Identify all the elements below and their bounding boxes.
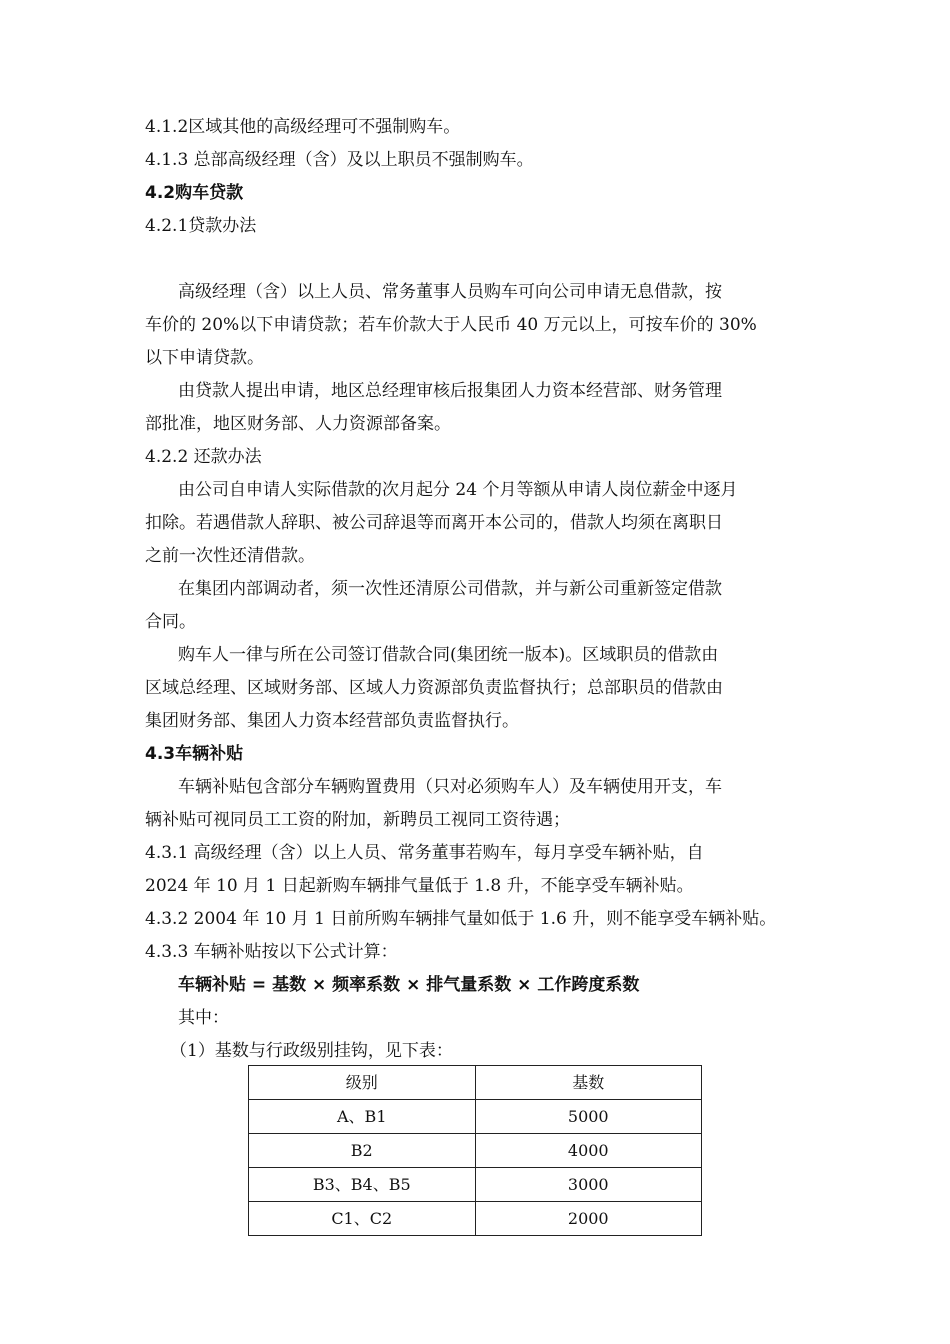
section-4-2-heading: 4.2购车贷款 bbox=[145, 183, 244, 203]
grade-cell: B3、B4、B5 bbox=[249, 1168, 476, 1202]
clause-4-2-1-heading: 4.2.1贷款办法 bbox=[145, 216, 257, 236]
paragraph-approval-line-2: 部批准，地区财务部、人力资源部备案。 bbox=[145, 414, 451, 434]
where-label: 其中： bbox=[178, 1008, 229, 1028]
paragraph-repay-line-3: 之前一次性还清借款。 bbox=[145, 546, 315, 566]
paragraph-transfer-line-2: 合同。 bbox=[145, 612, 196, 632]
paragraph-contract-line-1: 购车人一律与所在公司签订借款合同(集团统一版本)。区域职员的借款由 bbox=[178, 645, 719, 665]
paragraph-loan-line-3: 以下申请贷款。 bbox=[145, 348, 264, 368]
base-cell: 2000 bbox=[475, 1202, 702, 1236]
paragraph-contract-line-3: 集团财务部、集团人力资本经营部负责监督执行。 bbox=[145, 711, 519, 731]
clause-4-1-3: 4.1.3 总部高级经理（含）及以上职员不强制购车。 bbox=[145, 150, 534, 170]
base-table-caption: （1）基数与行政级别挂钩，见下表： bbox=[170, 1041, 453, 1061]
clause-4-2-2-heading: 4.2.2 还款办法 bbox=[145, 447, 262, 467]
table-row bbox=[249, 1168, 702, 1202]
clause-4-3-1-line-1: 4.3.1 高级经理（含）以上人员、常务董事若购车，每月享受车辆补贴，自 bbox=[145, 843, 704, 863]
paragraph-loan-line-2: 车价的 20%以下申请贷款；若车价款大于人民币 40 万元以上，可按车价的 30% bbox=[145, 315, 757, 335]
subsidy-formula: 车辆补贴 = 基数 × 频率系数 × 排气量系数 × 工作跨度系数 bbox=[178, 975, 640, 995]
grade-cell: C1、C2 bbox=[249, 1202, 476, 1236]
table-row bbox=[249, 1134, 702, 1168]
paragraph-subsidy-line-2: 辆补贴可视同员工工资的附加，新聘员工视同工资待遇； bbox=[145, 810, 570, 830]
section-4-3-heading: 4.3车辆补贴 bbox=[145, 744, 244, 764]
grade-cell: A、B1 bbox=[249, 1100, 476, 1134]
base-cell: 5000 bbox=[475, 1100, 702, 1134]
paragraph-transfer-line-1: 在集团内部调动者，须一次性还清原公司借款，并与新公司重新签定借款 bbox=[178, 579, 722, 599]
table-row bbox=[249, 1202, 702, 1236]
base-cell: 4000 bbox=[475, 1134, 702, 1168]
paragraph-contract-line-2: 区域总经理、区域财务部、区域人力资源部负责监督执行；总部职员的借款由 bbox=[145, 678, 723, 698]
clause-4-3-3: 4.3.3 车辆补贴按以下公式计算： bbox=[145, 942, 398, 962]
paragraph-loan-line-1: 高级经理（含）以上人员、常务董事人员购车可向公司申请无息借款，按 bbox=[178, 282, 722, 302]
table-header-cell: 级别 bbox=[249, 1066, 476, 1100]
base-amount-table bbox=[248, 1065, 702, 1236]
paragraph-approval-line-1: 由贷款人提出申请，地区总经理审核后报集团人力资本经营部、财务管理 bbox=[178, 381, 722, 401]
clause-4-3-1-line-2: 2024 年 10 月 1 日起新购车辆排气量低于 1.8 升，不能享受车辆补贴。 bbox=[145, 876, 694, 896]
paragraph-subsidy-line-1: 车辆补贴包含部分车辆购置费用（只对必须购车人）及车辆使用开支，车 bbox=[178, 777, 722, 797]
paragraph-repay-line-2: 扣除。若遇借款人辞职、被公司辞退等而离开本公司的，借款人均须在离职日 bbox=[145, 513, 723, 533]
table-header-row bbox=[249, 1066, 702, 1100]
clause-4-3-2: 4.3.2 2004 年 10 月 1 日前所购车辆排气量如低于 1.6 升，则不能享受车辆补贴。 bbox=[145, 909, 777, 929]
table-row bbox=[249, 1100, 702, 1134]
paragraph-repay-line-1: 由公司自申请人实际借款的次月起分 24 个月等额从申请人岗位薪金中逐月 bbox=[178, 480, 738, 500]
base-cell: 3000 bbox=[475, 1168, 702, 1202]
clause-4-1-2: 4.1.2区域其他的高级经理可不强制购车。 bbox=[145, 117, 461, 137]
table-header-cell: 基数 bbox=[475, 1066, 702, 1100]
grade-cell: B2 bbox=[249, 1134, 476, 1168]
